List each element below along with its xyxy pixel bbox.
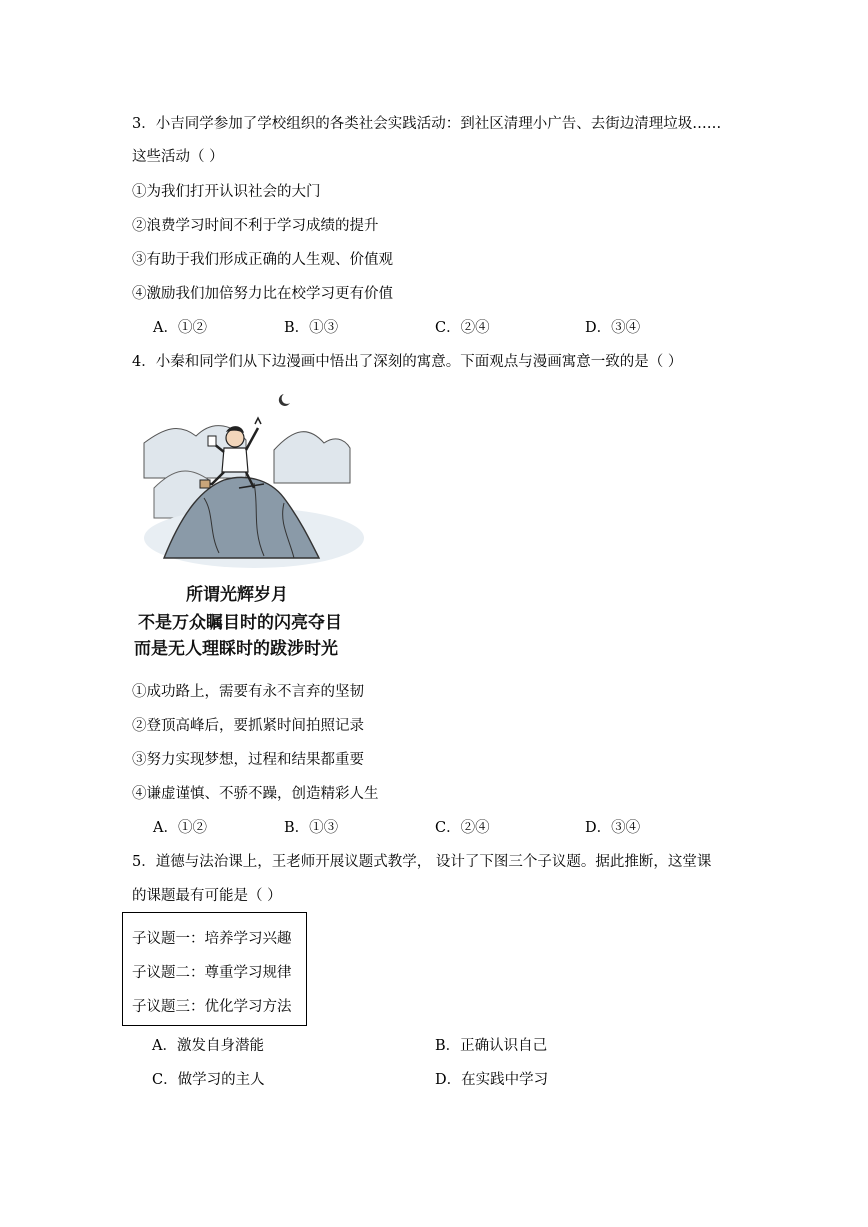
q5-stem-line1: 5．道德与法治课上，王老师开展议题式教学， 设计了下图三个子议题。据此推断，这堂课	[132, 854, 712, 870]
q3-stem-line1: 3．小吉同学参加了学校组织的各类社会实践活动：到社区清理小广告、去街边清理垃圾……	[132, 116, 722, 132]
q5-option-c[interactable]: C．做学习的主人	[152, 1072, 265, 1088]
q4-option-b[interactable]: B．①③	[284, 820, 339, 836]
q5-stem-line2: 的课题最有可能是（ ）	[132, 888, 282, 904]
sub-topic-1: 子议题一：培养学习兴趣	[132, 931, 292, 947]
q3-stem-line2: 这些活动（ ）	[132, 149, 224, 165]
cartoon-caption-3: 而是无人理睬时的跋涉时光	[134, 639, 338, 659]
q4-statement-2: ②登顶高峰后，要抓紧时间拍照记录	[132, 718, 364, 734]
q4-statement-1: ①成功路上，需要有永不言弃的坚韧	[132, 684, 364, 700]
q4-stem: 4．小秦和同学们从下边漫画中悟出了深刻的寓意。下面观点与漫画寓意一致的是（ ）	[132, 354, 683, 370]
moon-icon	[279, 394, 290, 406]
q5-option-b[interactable]: B．正确认识自己	[435, 1038, 548, 1054]
q4-statement-4: ④谦虚谨慎、不骄不躁，创造精彩人生	[132, 786, 379, 802]
sub-topic-3: 子议题三：优化学习方法	[132, 999, 292, 1015]
cartoon-caption-2: 不是万众瞩目时的闪亮夺目	[138, 613, 342, 633]
q3-option-d[interactable]: D．③④	[585, 320, 641, 336]
q5-option-d[interactable]: D．在实践中学习	[435, 1072, 549, 1088]
q4-statement-3: ③努力实现梦想，过程和结果都重要	[132, 752, 364, 768]
q4-option-c[interactable]: C．②④	[435, 820, 490, 836]
q4-option-a[interactable]: A．①②	[153, 820, 207, 836]
q5-option-a[interactable]: A．激发自身潜能	[152, 1038, 264, 1054]
cartoon-caption-1: 所谓光辉岁月	[186, 585, 288, 605]
q3-statement-3: ③有助于我们形成正确的人生观、价值观	[132, 252, 393, 268]
q3-option-c[interactable]: C．②④	[435, 320, 490, 336]
q3-statement-2: ②浪费学习时间不利于学习成绩的提升	[132, 218, 379, 234]
q3-statement-4: ④激励我们加倍努力比在校学习更有价值	[132, 286, 393, 302]
sub-topic-2: 子议题二：尊重学习规律	[132, 965, 292, 981]
q3-option-b[interactable]: B．①③	[284, 320, 339, 336]
q3-statement-1: ①为我们打开认识社会的大门	[132, 184, 321, 200]
q4-option-d[interactable]: D．③④	[585, 820, 641, 836]
q3-option-a[interactable]: A．①②	[153, 320, 207, 336]
sub-topics-box	[122, 912, 307, 1026]
mountain-climber-cartoon	[134, 388, 366, 660]
